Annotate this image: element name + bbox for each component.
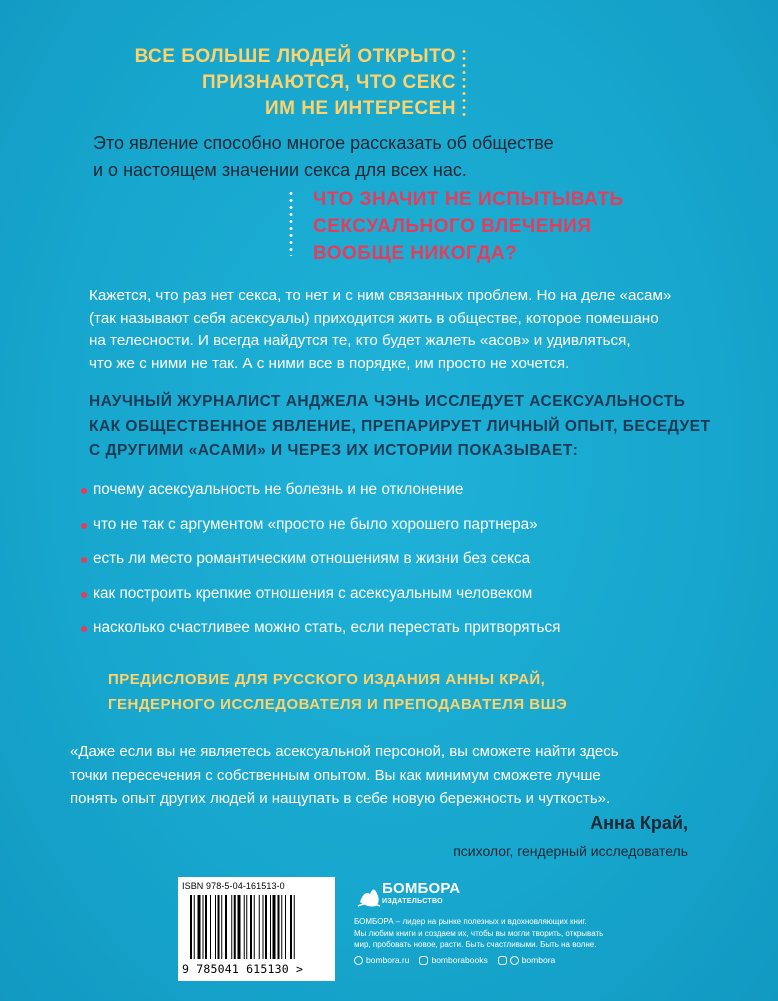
barcode-bar [285,895,286,959]
barcode-bar [218,895,220,959]
globe-icon [354,956,363,965]
publisher-description-line: мир, пробовать новое, расти. Быть счастливыми. Быть на волне. [354,940,597,949]
list-item [77,580,717,614]
publisher-subtitle: ИЗДАТЕЛЬСТВО [382,898,443,905]
list-item [77,614,717,648]
barcode-bar [294,895,295,959]
barcode-bar [231,895,232,959]
social-link-site[interactable] [354,955,409,965]
isbn-digits: 9 785041 615130 > [182,962,304,976]
barcode-bar [281,895,282,959]
bullet-dot-icon [81,488,87,494]
barcode-bar [265,895,267,959]
list-item [77,511,717,545]
publisher-name: БОМБОРА [382,880,461,897]
barcode-bar [225,895,227,959]
social-link-label: bombora.ru [366,955,410,965]
barcode-bar [278,895,280,959]
bullet-dot-icon [81,626,87,632]
list-item [77,476,717,510]
bullet-dot-icon [81,557,87,563]
headline-question-line: СЕКСУАЛЬНОГО ВЛЕЧЕНИЯ [313,216,592,237]
barcode-bar [259,895,260,959]
bullet-dot-icon [81,592,87,598]
quote-line: «Даже если вы не являетесь асексуальной персоной, вы сможете найти здесь [70,743,619,760]
barcode-bars [190,895,324,959]
list-item [77,545,717,579]
headline-top-line: ПРИЗНАЮТСЯ, ЧТО СЕКС [202,72,456,93]
foreword-line: ПРЕДИСЛОВИЕ ДЛЯ РУССКОГО ИЗДАНИЯ АННЫ КРАЙ, [108,671,546,688]
barcode-bar [254,895,255,959]
publisher-description-line: БОМБОРА – лидер на рынке полезных и вдохновляющих книг. [354,917,587,926]
body-line: на телесности. И всегда найдутся те, кто будет жалеть «асов» и удивляться, [89,332,631,349]
headline-question [313,186,633,267]
barcode-bar [215,895,216,959]
barcode-bar [198,895,201,959]
barcode-bar [221,895,222,959]
bullet-dot-icon [81,523,87,529]
barcode-bar [203,895,204,959]
social-link-telegram[interactable] [498,955,556,965]
lead-line: С ДРУГИМИ «АСАМИ» И ЧЕРЕЗ ИХ ИСТОРИИ ПОКАЗЫВАЕТ: [89,442,579,459]
headline-question-line: ЧТО ЗНАЧИТ НЕ ИСПЫТЫВАТЬ [313,189,624,210]
list-item-text: почему асексуальность не болезнь и не отклонение [93,481,464,498]
foreword-note [108,668,728,717]
quote-author: Анна Край, [590,813,688,833]
barcode-bar [273,895,276,959]
vk-icon [419,956,428,965]
lead-line: НАУЧНЫЙ ЖУРНАЛИСТ АНДЖЕЛА ЧЭНЬ ИССЛЕДУЕТ АСЕКСУАЛЬНОСТЬ [89,393,686,410]
social-link-label: bombora [521,955,556,965]
quote-line: понять опыт других людей и нащупать в себе новую бережность и чуткость». [70,790,611,807]
youtube-icon [498,956,507,965]
headline-question-line: ВООБЩЕ НИКОГДА? [313,243,518,264]
body-line: Кажется, что раз нет секса, то нет и с ним связанных проблем. Но на деле «асам» [89,287,672,304]
barcode-bar [194,895,195,959]
headline-top-line: ВСЕ БОЛЬШЕ ЛЮДЕЙ ОТКРЫТО [134,46,456,67]
barcode-bar [246,895,247,959]
list-item-text: насколько счастливее можно стать, если перестать притворяться [93,619,561,637]
barcode-bar [238,895,241,959]
social-link-vk[interactable] [419,955,487,965]
barcode-bar [270,895,271,959]
barcode-bar [190,895,192,959]
foreword-line: ГЕНДЕРНОГО ИССЛЕДОВАТЕЛЯ И ПРЕПОДАВАТЕЛЯ ВШЭ [108,695,568,713]
barcode-bar [210,895,211,959]
lead-paragraph [89,390,729,464]
barcode-bar [290,895,292,959]
list-item-text: как построить крепкие отношения с асексуальным человеком [93,584,533,602]
body-line: что же с ними не так. А с ними все в порядке, им просто не хочется. [89,354,570,372]
barcode-bar [205,895,207,959]
barcode-bar [263,895,264,959]
headline-top-line: ИМ НЕ ИНТЕРЕСЕН [264,98,456,119]
barcode-bar [234,895,236,959]
dotted-divider-yellow [462,48,466,118]
intro-line: Это явление способно многое рассказать об обществе [93,133,554,153]
lead-line: КАК ОБЩЕСТВЕННОЕ ЯВЛЕНИЕ, ПРЕПАРИРУЕТ ЛИЧНЫЙ ОПЫТ, БЕСЕДУЕТ [89,417,711,435]
dotted-divider-white [289,190,293,256]
body-line: (так называют себя асексуалы) приходится жить в обществе, которое помешано [89,309,659,327]
barcode-bar [250,895,252,959]
quote [70,740,720,811]
quote-author-role: психолог, гендерный исследователь [453,843,688,859]
intro-text [93,130,693,184]
social-link-label: bomborabooks [431,955,488,965]
list-item-text: есть ли место романтическим отношениям в жизни без секса [93,550,531,568]
publisher-description [354,916,644,951]
headline-top [96,44,456,122]
barcode-bar [244,895,245,959]
bullet-list [77,476,717,649]
quote-line: точки пересечения с собственным опытом. Вы как минимум сможете лучше [70,766,601,784]
publisher-description-line: Мы любим книги и создаем их, чтобы вы могли творить, открывать [354,928,604,938]
isbn-label: ISBN 978-5-04-161513-0 [182,881,285,891]
list-item-text: что не так с аргументом «просто не было хорошего партнера» [93,515,538,533]
body-paragraph [89,285,719,375]
barcode [178,877,335,981]
telegram-icon [510,956,519,965]
intro-line: и о настоящем значении секса для всех нас. [93,160,467,180]
social-links [354,955,654,965]
